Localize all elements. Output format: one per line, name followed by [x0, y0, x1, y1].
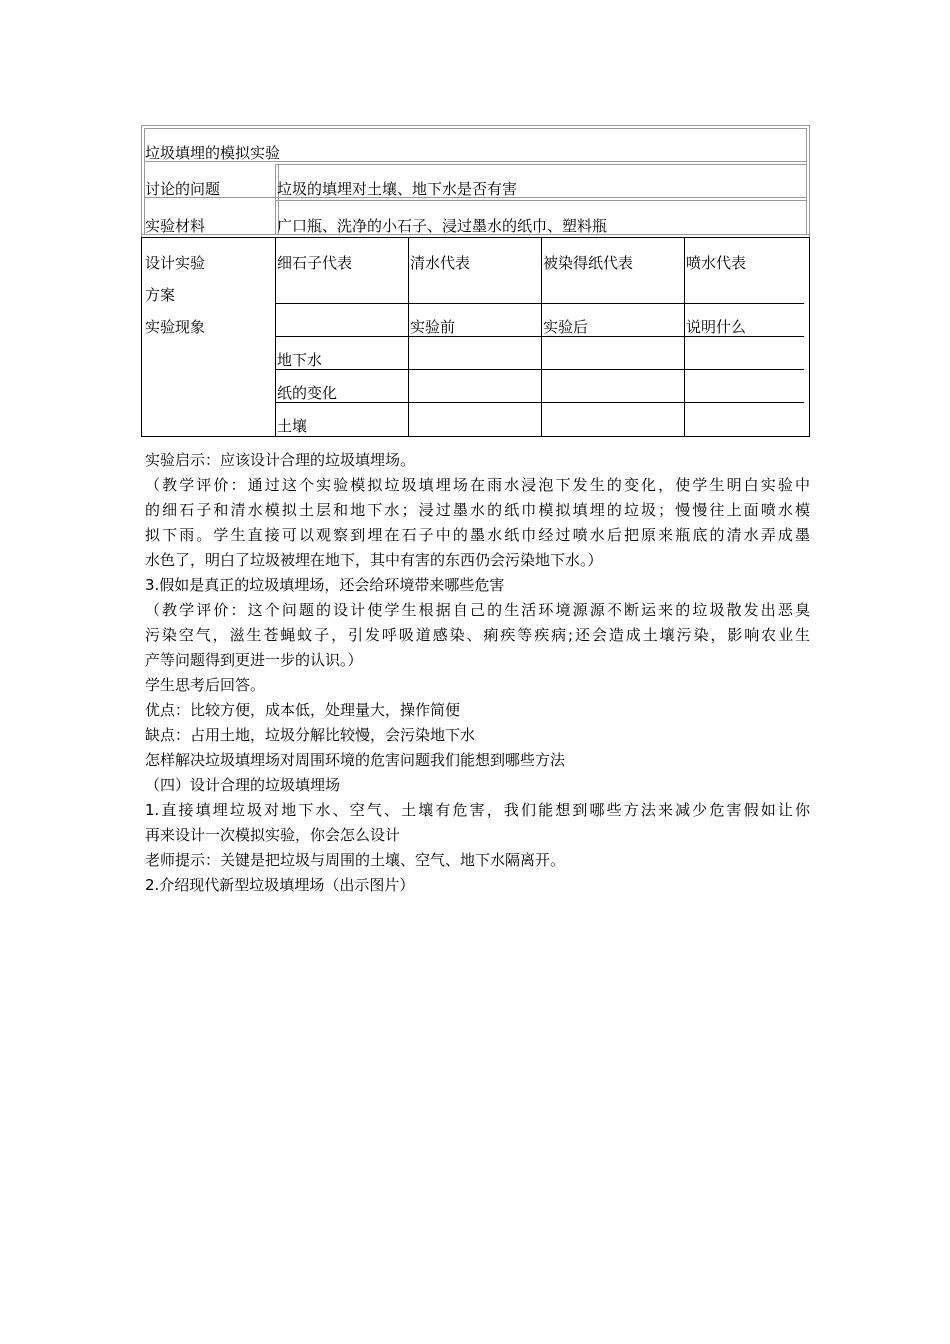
student-thinking: 学生思考后回答。: [145, 676, 266, 694]
how-to-solve: 怎样解决垃圾填埋场对周围环境的危害问题我们能想到哪些方法: [145, 751, 566, 769]
discussion-label: 讨论的问题: [145, 180, 221, 198]
section-4-heading: （四）设计合理的垃圾填埋场: [145, 776, 341, 794]
materials-label: 实验材料: [145, 217, 206, 235]
design-label-line2: 方案: [145, 286, 176, 304]
paragraph-line: 水色了，明白了垃圾被埋在地下，其中有害的东西仍会污染地下水。）: [145, 551, 603, 569]
paragraph-line: 再来设计一次模拟实验，你会怎么设计: [145, 826, 401, 844]
design-item: 喷水代表: [686, 254, 747, 272]
question-3: 3.假如是真正的垃圾填埋场，还会给环境带来哪些危害: [145, 576, 505, 594]
phenomena-header: 实验前: [410, 318, 456, 336]
phenomena-row-label: 地下水: [277, 351, 323, 369]
paragraph-line: （教学评价：通过这个实验模拟垃圾填埋场在雨水浸泡下发生的变化，使学生明白实验中: [145, 476, 810, 494]
phenomena-header: 说明什么: [686, 318, 747, 336]
teaching-evaluation-1: [145, 473, 810, 573]
phenomena-label: 实验现象: [145, 318, 206, 336]
experiment-table: [141, 125, 810, 437]
advantages: 优点：比较方便，成本低，处理量大，操作简便: [145, 701, 461, 719]
discussion-value: 垃圾的填埋对土壤、地下水是否有害: [277, 180, 518, 198]
disadvantages: 缺点：占用土地，垃圾分解比较慢，会污染地下水: [145, 726, 476, 744]
experiment-inspiration: 实验启示：应该设计合理的垃圾填埋场。: [145, 451, 416, 469]
teacher-hint: 老师提示：关键是把垃圾与周围的土壤、空气、地下水隔离开。: [145, 851, 566, 869]
question-2: 2.介绍现代新型垃圾填埋场（出示图片）: [145, 876, 415, 894]
design-item: 被染得纸代表: [543, 254, 634, 272]
phenomena-row-label: 纸的变化: [277, 384, 338, 402]
table-title: 垃圾填埋的模拟实验: [145, 144, 281, 162]
paragraph-line: 拟下雨。学生直接可以观察到埋在石子中的墨水纸巾经过喷水后把原来瓶底的清水弄成墨: [145, 526, 810, 544]
phenomena-header: 实验后: [543, 318, 589, 336]
phenomena-row-label: 土壤: [277, 417, 308, 435]
paragraph-line: 产等问题得到更进一步的认识。）: [145, 651, 363, 669]
paragraph-line: 的细石子和清水模拟土层和地下水；浸过墨水的纸巾模拟填埋的垃圾；慢慢往上面喷水模: [145, 501, 810, 519]
teaching-evaluation-2: [145, 598, 810, 673]
paragraph-line: 污染空气，滋生苍蝇蚊子，引发呼吸道感染、痢疾等疾病;还会造成土壤污染，影响农业生: [145, 626, 810, 644]
design-item: 清水代表: [410, 254, 471, 272]
paragraph-line: 1.直接填埋垃圾对地下水、空气、土壤有危害，我们能想到哪些方法来减少危害假如让你: [145, 801, 810, 819]
design-label-line1: 设计实验: [145, 254, 206, 272]
paragraph-line: （教学评价：这个问题的设计使学生根据自己的生活环境源源不断运来的垃圾散发出恶臭: [145, 601, 810, 619]
materials-value: 广口瓶、洗净的小石子、浸过墨水的纸巾、塑料瓶: [277, 217, 608, 235]
design-item: 细石子代表: [277, 254, 353, 272]
question-1: [145, 798, 810, 848]
